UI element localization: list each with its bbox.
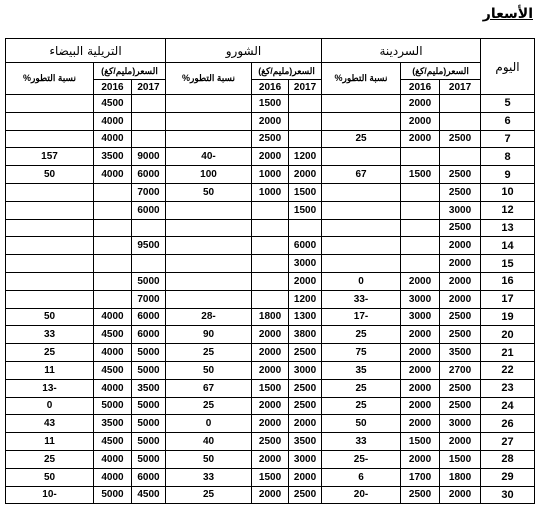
- day-cell: 22: [481, 361, 535, 379]
- shouro-2016-cell: 2000: [252, 486, 289, 504]
- sardine-2016-cell: [401, 237, 440, 255]
- day-cell: 27: [481, 433, 535, 451]
- trilia-2017-cell: 5000: [132, 433, 166, 451]
- trilia-2017-cell: [132, 130, 166, 148]
- shouro-2016-cell: [252, 290, 289, 308]
- shouro-change-cell: 90: [166, 326, 252, 344]
- shouro-2016-cell: 2000: [252, 148, 289, 166]
- shouro-2017-cell: 3500: [289, 433, 322, 451]
- trilia-2016-cell: [94, 219, 132, 237]
- trilia-change-cell: 11: [6, 361, 94, 379]
- shouro-2017-cell: 2000: [289, 166, 322, 184]
- sardine-2016-cell: [401, 183, 440, 201]
- trilia-2016-cell: 4000: [94, 112, 132, 130]
- sardine-2017-cell: 1800: [440, 468, 481, 486]
- day-cell: 12: [481, 201, 535, 219]
- shouro-2016-cell: [252, 237, 289, 255]
- trilia-change-cell: [6, 237, 94, 255]
- year-2016-header: 2016: [94, 80, 132, 95]
- shouro-change-cell: -40: [166, 148, 252, 166]
- day-cell: 24: [481, 397, 535, 415]
- trilia-2017-cell: 5000: [132, 272, 166, 290]
- sardine-change-cell: 25: [322, 397, 401, 415]
- sardine-2017-cell: [440, 112, 481, 130]
- sardine-change-cell: [322, 201, 401, 219]
- trilia-2016-cell: [94, 201, 132, 219]
- shouro-change-header: نسبة التطور%: [166, 63, 252, 95]
- day-cell: 6: [481, 112, 535, 130]
- shouro-2017-cell: 3000: [289, 255, 322, 273]
- table-row: [6, 397, 535, 415]
- sardine-2017-cell: 2000: [440, 486, 481, 504]
- table-row: [6, 361, 535, 379]
- table-row: [6, 308, 535, 326]
- sardine-2017-cell: 2500: [440, 379, 481, 397]
- day-cell: 20: [481, 326, 535, 344]
- shouro-change-cell: 25: [166, 344, 252, 362]
- sardine-change-cell: [322, 95, 401, 113]
- shouro-2017-cell: 3800: [289, 326, 322, 344]
- trilia-2017-cell: 6000: [132, 326, 166, 344]
- sardine-change-cell: [322, 148, 401, 166]
- day-cell: 13: [481, 219, 535, 237]
- sardine-2017-cell: 2500: [440, 397, 481, 415]
- sardine-change-cell: [322, 219, 401, 237]
- year-2016-header: 2016: [252, 80, 289, 95]
- table-row: [6, 486, 535, 504]
- trilia-2017-cell: 5000: [132, 450, 166, 468]
- sardine-change-cell: 25: [322, 326, 401, 344]
- trilia-2016-cell: 3500: [94, 415, 132, 433]
- trilia-change-cell: [6, 183, 94, 201]
- trilia-2016-cell: 4000: [94, 308, 132, 326]
- sardine-change-cell: [322, 237, 401, 255]
- shouro-2017-cell: 2500: [289, 486, 322, 504]
- trilia-2016-cell: 4000: [94, 344, 132, 362]
- sardine-2017-cell: 2500: [440, 219, 481, 237]
- sardine-change-cell: 6: [322, 468, 401, 486]
- day-cell: 30: [481, 486, 535, 504]
- sardine-2017-cell: 2700: [440, 361, 481, 379]
- year-2017-header: 2017: [289, 80, 322, 95]
- shouro-change-cell: [166, 290, 252, 308]
- day-cell: 23: [481, 379, 535, 397]
- sardine-2016-cell: 1500: [401, 433, 440, 451]
- trilia-change-cell: 43: [6, 415, 94, 433]
- trilia-change-cell: 11: [6, 433, 94, 451]
- trilia-2017-cell: [132, 112, 166, 130]
- table-row: [6, 433, 535, 451]
- table-row: [6, 379, 535, 397]
- trilia-change-cell: 0: [6, 397, 94, 415]
- table-row: [6, 148, 535, 166]
- shouro-2017-cell: [289, 130, 322, 148]
- sardine-2017-cell: 3000: [440, 415, 481, 433]
- sardine-2017-cell: 2000: [440, 255, 481, 273]
- trilia-2017-cell: 3500: [132, 379, 166, 397]
- sardine-change-cell: -20: [322, 486, 401, 504]
- trilia-2016-cell: 5000: [94, 486, 132, 504]
- trilia-change-cell: [6, 255, 94, 273]
- shouro-change-cell: [166, 112, 252, 130]
- shouro-2017-cell: 1500: [289, 201, 322, 219]
- shouro-change-cell: [166, 219, 252, 237]
- trilia-2017-cell: 5000: [132, 397, 166, 415]
- sardine-2016-cell: 2500: [401, 486, 440, 504]
- sardine-2017-cell: 2000: [440, 237, 481, 255]
- table-row: [6, 272, 535, 290]
- trilia-2016-cell: 4000: [94, 166, 132, 184]
- sardine-2016-cell: 2000: [401, 95, 440, 113]
- sardine-change-cell: 33: [322, 433, 401, 451]
- sardine-2017-cell: 2500: [440, 130, 481, 148]
- shouro-change-cell: 67: [166, 379, 252, 397]
- sardine-change-cell: 35: [322, 361, 401, 379]
- sardine-2017-cell: 2500: [440, 308, 481, 326]
- shouro-2016-cell: 2000: [252, 397, 289, 415]
- shouro-change-cell: 0: [166, 415, 252, 433]
- shouro-2017-cell: [289, 219, 322, 237]
- shouro-2016-cell: 2000: [252, 450, 289, 468]
- trilia-change-cell: [6, 290, 94, 308]
- sardine-2017-cell: [440, 148, 481, 166]
- sardine-2017-cell: 1500: [440, 450, 481, 468]
- trilia-2017-cell: 9000: [132, 148, 166, 166]
- sardine-2016-cell: 3000: [401, 290, 440, 308]
- shouro-2017-cell: 1500: [289, 183, 322, 201]
- shouro-2016-cell: [252, 201, 289, 219]
- sardine-change-cell: -33: [322, 290, 401, 308]
- shouro-2016-cell: 1000: [252, 166, 289, 184]
- table-row: [6, 219, 535, 237]
- shouro-2016-cell: 1000: [252, 183, 289, 201]
- sardine-change-cell: -25: [322, 450, 401, 468]
- shouro-change-cell: 33: [166, 468, 252, 486]
- sardine-2017-cell: 2500: [440, 183, 481, 201]
- sardine-change-cell: [322, 183, 401, 201]
- shouro-2017-cell: 3000: [289, 450, 322, 468]
- table-row: [6, 183, 535, 201]
- sardine-change-cell: [322, 255, 401, 273]
- sardine-2016-cell: 2000: [401, 379, 440, 397]
- sardine-change-cell: -17: [322, 308, 401, 326]
- shouro-2016-cell: 2000: [252, 361, 289, 379]
- sardine-2016-cell: 2000: [401, 450, 440, 468]
- sardine-change-cell: 0: [322, 272, 401, 290]
- trilia-2017-cell: [132, 95, 166, 113]
- table-row: [6, 112, 535, 130]
- shouro-2016-cell: 1500: [252, 379, 289, 397]
- day-cell: 9: [481, 166, 535, 184]
- shouro-2017-cell: 2000: [289, 272, 322, 290]
- sardine-2017-cell: 2500: [440, 166, 481, 184]
- shouro-change-cell: 100: [166, 166, 252, 184]
- shouro-price-header: السعر(مليم/كغ): [252, 63, 322, 80]
- sardine-2016-cell: [401, 255, 440, 273]
- trilia-2017-cell: 5000: [132, 344, 166, 362]
- trilia-change-cell: 25: [6, 450, 94, 468]
- day-cell: 28: [481, 450, 535, 468]
- trilia-change-cell: [6, 272, 94, 290]
- day-cell: 16: [481, 272, 535, 290]
- sardine-change-cell: 50: [322, 415, 401, 433]
- table-row: [6, 237, 535, 255]
- shouro-2017-cell: [289, 112, 322, 130]
- shouro-2016-cell: 2500: [252, 130, 289, 148]
- sardine-change-cell: [322, 112, 401, 130]
- shouro-2016-cell: 2000: [252, 326, 289, 344]
- sardine-change-cell: 75: [322, 344, 401, 362]
- shouro-2016-cell: [252, 272, 289, 290]
- trilia-change-cell: 33: [6, 326, 94, 344]
- table-row: [6, 415, 535, 433]
- trilia-2017-cell: [132, 219, 166, 237]
- sardine-2016-cell: 2000: [401, 326, 440, 344]
- shouro-change-cell: [166, 237, 252, 255]
- trilia-change-cell: [6, 112, 94, 130]
- sardine-2016-cell: 1500: [401, 166, 440, 184]
- trilia-change-cell: -10: [6, 486, 94, 504]
- sardine-header: السردينة: [322, 39, 481, 63]
- white-trilia-header: التريلية البيضاء: [6, 39, 166, 63]
- sardine-2016-cell: 2000: [401, 112, 440, 130]
- day-cell: 7: [481, 130, 535, 148]
- trilia-change-cell: [6, 219, 94, 237]
- shouro-2017-cell: 2000: [289, 415, 322, 433]
- trilia-2016-cell: 5000: [94, 397, 132, 415]
- trilia-change-cell: 25: [6, 344, 94, 362]
- trilia-2016-cell: [94, 290, 132, 308]
- sardine-2017-cell: 3500: [440, 344, 481, 362]
- trilia-2017-cell: 5000: [132, 361, 166, 379]
- table-row: [6, 255, 535, 273]
- shouro-2017-cell: 2500: [289, 379, 322, 397]
- table-row: [6, 326, 535, 344]
- shouro-2017-cell: 2000: [289, 468, 322, 486]
- trilia-2017-cell: 6000: [132, 201, 166, 219]
- shouro-change-cell: -28: [166, 308, 252, 326]
- shouro-2016-cell: 1500: [252, 468, 289, 486]
- trilia-change-cell: [6, 201, 94, 219]
- trilia-change-header: نسبة التطور%: [6, 63, 94, 95]
- page-title: الأسعار: [482, 6, 533, 22]
- sardine-2017-cell: [440, 95, 481, 113]
- sardine-2016-cell: 1700: [401, 468, 440, 486]
- sardine-2016-cell: [401, 219, 440, 237]
- shouro-2016-cell: 2000: [252, 344, 289, 362]
- sardine-2016-cell: 2000: [401, 272, 440, 290]
- trilia-2016-cell: 4500: [94, 433, 132, 451]
- trilia-2016-cell: 4000: [94, 468, 132, 486]
- trilia-2016-cell: 3500: [94, 148, 132, 166]
- sardine-change-cell: 25: [322, 379, 401, 397]
- sardine-2017-cell: 2000: [440, 272, 481, 290]
- sardine-2017-cell: 2000: [440, 290, 481, 308]
- sardine-2016-cell: 2000: [401, 344, 440, 362]
- shouro-2016-cell: 1800: [252, 308, 289, 326]
- shouro-change-cell: [166, 95, 252, 113]
- year-2016-header: 2016: [401, 80, 440, 95]
- sardine-2016-cell: [401, 148, 440, 166]
- trilia-change-cell: 50: [6, 166, 94, 184]
- trilia-2016-cell: 4000: [94, 130, 132, 148]
- trilia-2017-cell: [132, 255, 166, 273]
- trilia-2017-cell: 6000: [132, 468, 166, 486]
- shouro-2016-cell: [252, 219, 289, 237]
- trilia-2017-cell: 5000: [132, 415, 166, 433]
- shouro-2016-cell: [252, 255, 289, 273]
- shouro-2017-cell: 3000: [289, 361, 322, 379]
- day-cell: 21: [481, 344, 535, 362]
- shouro-2017-cell: 1300: [289, 308, 322, 326]
- day-cell: 19: [481, 308, 535, 326]
- trilia-2017-cell: 9500: [132, 237, 166, 255]
- trilia-change-cell: -13: [6, 379, 94, 397]
- shouro-2017-cell: 2500: [289, 397, 322, 415]
- shouro-change-cell: 25: [166, 486, 252, 504]
- shouro-change-cell: [166, 130, 252, 148]
- table-row: [6, 201, 535, 219]
- day-cell: 8: [481, 148, 535, 166]
- shouro-change-cell: 50: [166, 450, 252, 468]
- table-row: [6, 468, 535, 486]
- trilia-2017-cell: 4500: [132, 486, 166, 504]
- shouro-2017-cell: 6000: [289, 237, 322, 255]
- day-cell: 17: [481, 290, 535, 308]
- sardine-change-cell: 25: [322, 130, 401, 148]
- table-row: [6, 95, 535, 113]
- shouro-2017-cell: 2500: [289, 344, 322, 362]
- shouro-change-cell: [166, 272, 252, 290]
- shouro-2016-cell: 2000: [252, 112, 289, 130]
- trilia-change-cell: 157: [6, 148, 94, 166]
- trilia-2016-cell: 4000: [94, 379, 132, 397]
- sardine-change-cell: 67: [322, 166, 401, 184]
- shouro-2017-cell: 1200: [289, 148, 322, 166]
- day-header: اليوم: [481, 39, 535, 95]
- year-2017-header: 2017: [440, 80, 481, 95]
- table-row: [6, 344, 535, 362]
- trilia-2017-cell: 7000: [132, 183, 166, 201]
- day-cell: 14: [481, 237, 535, 255]
- trilia-2016-cell: 4500: [94, 361, 132, 379]
- day-cell: 5: [481, 95, 535, 113]
- trilia-change-cell: 50: [6, 308, 94, 326]
- trilia-2016-cell: [94, 272, 132, 290]
- shouro-change-cell: [166, 201, 252, 219]
- table-row: [6, 290, 535, 308]
- sardine-2017-cell: 2500: [440, 326, 481, 344]
- table-row: [6, 166, 535, 184]
- trilia-2016-cell: [94, 237, 132, 255]
- sardine-price-header: السعر(مليم/كغ): [401, 63, 481, 80]
- shouro-change-cell: 50: [166, 361, 252, 379]
- shouro-change-cell: 25: [166, 397, 252, 415]
- sardine-change-header: نسبة التطور%: [322, 63, 401, 95]
- trilia-2016-cell: 4000: [94, 450, 132, 468]
- day-cell: 15: [481, 255, 535, 273]
- trilia-2016-cell: [94, 183, 132, 201]
- sardine-2016-cell: [401, 201, 440, 219]
- sardine-2016-cell: 2000: [401, 397, 440, 415]
- trilia-2016-cell: 4500: [94, 326, 132, 344]
- trilia-price-header: السعر(مليم/كغ): [94, 63, 166, 80]
- table-row: [6, 130, 535, 148]
- shouro-header: الشورو: [166, 39, 322, 63]
- shouro-2017-cell: [289, 95, 322, 113]
- day-cell: 29: [481, 468, 535, 486]
- day-cell: 10: [481, 183, 535, 201]
- shouro-2017-cell: 1200: [289, 290, 322, 308]
- trilia-2017-cell: 7000: [132, 290, 166, 308]
- trilia-2017-cell: 6000: [132, 166, 166, 184]
- sardine-2017-cell: 2000: [440, 433, 481, 451]
- sardine-2016-cell: 2000: [401, 130, 440, 148]
- trilia-change-cell: [6, 95, 94, 113]
- table-row: [6, 450, 535, 468]
- trilia-2016-cell: 4500: [94, 95, 132, 113]
- trilia-2016-cell: [94, 255, 132, 273]
- shouro-2016-cell: 2000: [252, 415, 289, 433]
- trilia-change-cell: [6, 130, 94, 148]
- trilia-change-cell: 50: [6, 468, 94, 486]
- day-cell: 26: [481, 415, 535, 433]
- shouro-change-cell: [166, 255, 252, 273]
- shouro-change-cell: 50: [166, 183, 252, 201]
- shouro-change-cell: 40: [166, 433, 252, 451]
- shouro-2016-cell: 1500: [252, 95, 289, 113]
- shouro-2016-cell: 2500: [252, 433, 289, 451]
- sardine-2016-cell: 2000: [401, 415, 440, 433]
- sardine-2016-cell: 3000: [401, 308, 440, 326]
- prices-table: [5, 38, 535, 504]
- sardine-2016-cell: 2000: [401, 361, 440, 379]
- year-2017-header: 2017: [132, 80, 166, 95]
- sardine-2017-cell: 3000: [440, 201, 481, 219]
- trilia-2017-cell: 6000: [132, 308, 166, 326]
